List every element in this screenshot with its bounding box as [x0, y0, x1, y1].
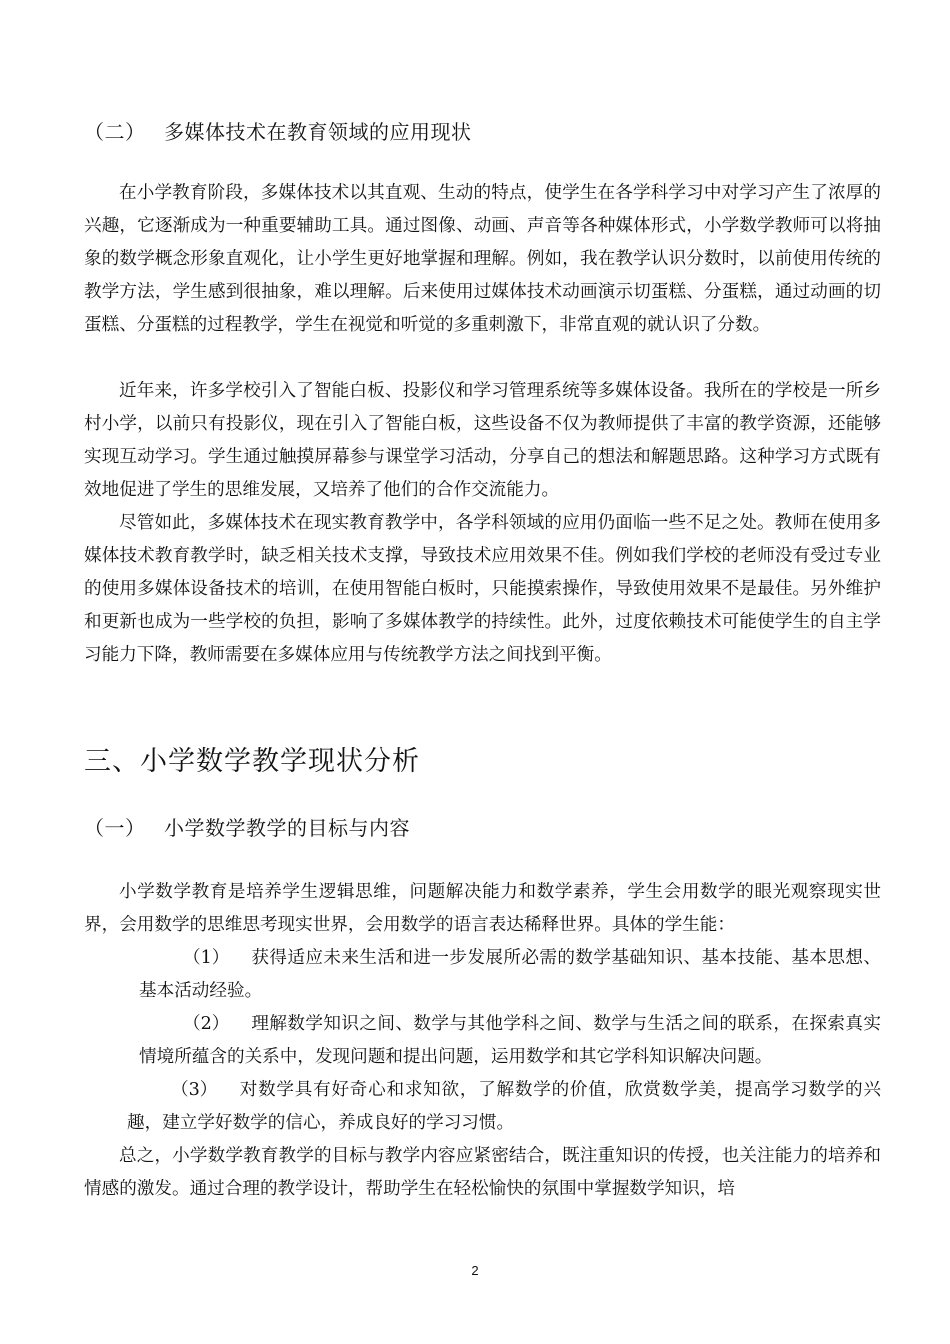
- list-item-text: 对数学具有好奇心和求知欲，了解数学的价值，欣赏数学美，提高学习数学的兴趣，建立学好数学的信心，养成良好的学习习惯。: [127, 1080, 881, 1133]
- body-paragraph: 在小学教育阶段，多媒体技术以其直观、生动的特点，使学生在各学科学习中对学习产生了浓厚的兴趣，它逐渐成为一种重要辅助工具。通过图像、动画、声音等各种媒体形式，小学数学教师可以将抽象的数学概念形象直观化，让小学生更好地掌握和理解。例如，我在教学认识分数时，以前使用传统的教学方法，学生感到很抽象，难以理解。后来使用过媒体技术动画演示切蛋糕、分蛋糕，通过动画的切蛋糕、分蛋糕的过程教学，学生在视觉和听觉的多重刺激下，非常直观的就认识了分数。: [84, 183, 881, 335]
- list-item: [139, 942, 881, 1008]
- body-paragraph: 近年来，许多学校引入了智能白板、投影仪和学习管理系统等多媒体设备。我所在的学校是一所乡村小学，以前只有投影仪，现在引入了智能白板，这些设备不仅为教师提供了丰富的教学资源，还能够实现互动学习。学生通过触摸屏幕参与课堂学习活动，分享自己的想法和解题思路。这种学习方式既有效地促进了学生的思维发展，又培养了他们的合作交流能力。: [84, 381, 881, 500]
- chapter-heading-three: 三、小学数学教学现状分析: [84, 746, 420, 777]
- section-title: 小学数学教学的目标与内容: [164, 816, 410, 840]
- list-item: [139, 1008, 881, 1074]
- list-item: [127, 1074, 881, 1140]
- section-number: （一）: [84, 816, 146, 840]
- section-number: （二）: [84, 120, 146, 144]
- list-item-number: （1）: [183, 948, 230, 968]
- list-item-number: （2）: [183, 1014, 230, 1034]
- section-heading-two: [84, 118, 472, 146]
- section-title: 多媒体技术在教育领域的应用现状: [164, 120, 472, 144]
- body-paragraph: 总之，小学数学教育教学的目标与教学内容应紧密结合，既注重知识的传授，也关注能力的培养和情感的激发。通过合理的教学设计，帮助学生在轻松愉快的氛围中掌握数学知识，培: [84, 1146, 881, 1199]
- list-item-text: 获得适应未来生活和进一步发展所必需的数学基础知识、基本技能、基本思想、基本活动经验。: [139, 948, 881, 1001]
- body-paragraph: 尽管如此，多媒体技术在现实教育教学中，各学科领域的应用仍面临一些不足之处。教师在使用多媒体技术教育教学时，缺乏相关技术支撑，导致技术应用效果不佳。例如我们学校的老师没有受过专业的使用多媒体设备技术的培训，在使用智能白板时，只能摸索操作，导致使用效果不是最佳。另外维护和更新也成为一些学校的负担，影响了多媒体教学的持续性。此外，过度依赖技术可能使学生的自主学习能力下降，教师需要在多媒体应用与传统教学方法之间找到平衡。: [84, 513, 881, 665]
- page-number: 2: [471, 1263, 479, 1278]
- body-paragraph: 小学数学教育是培养学生逻辑思维，问题解决能力和数学素养，学生会用数学的眼光观察现实世界，会用数学的思维思考现实世界，会用数学的语言表达稀释世界。具体的学生能：: [84, 882, 881, 935]
- section-heading-one: [84, 814, 410, 842]
- list-item-number: （3）: [171, 1080, 218, 1100]
- list-item-text: 理解数学知识之间、数学与其他学科之间、数学与生活之间的联系，在探索真实情境所蕴含的关系中，发现问题和提出问题，运用数学和其它学科知识解决问题。: [139, 1014, 881, 1067]
